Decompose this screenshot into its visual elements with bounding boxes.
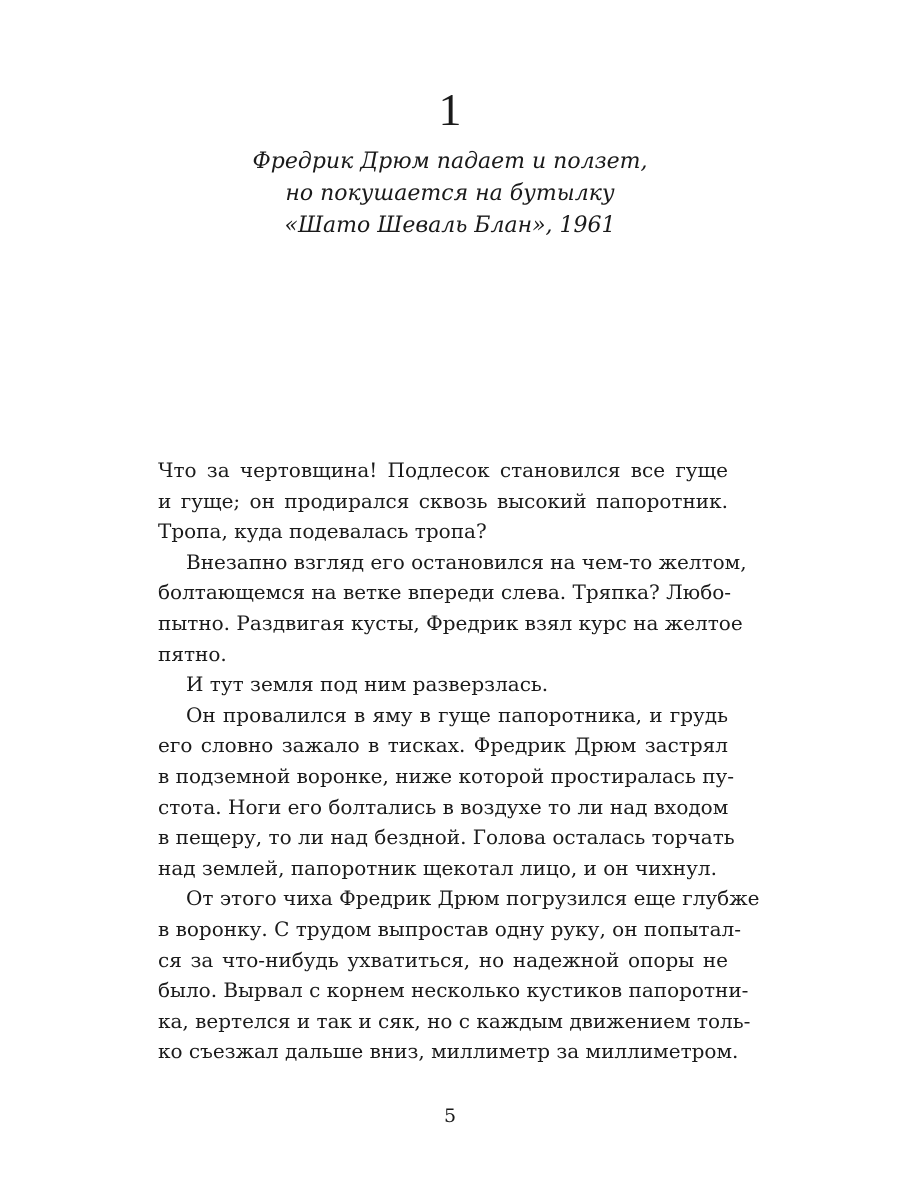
- body-line: в подземной воронке, ниже которой простиралась пу-: [158, 763, 735, 788]
- body-line: было. Вырвал с корнем несколько кустиков папоротни-: [158, 978, 749, 1003]
- body-line: пятно.: [158, 641, 227, 666]
- body-line: И тут земля под ним разверзлась.: [186, 672, 549, 697]
- body-line: пытно. Раздвигая кусты, Фредрик взял курс на желтое: [158, 610, 743, 635]
- chapter-body-text: [158, 455, 760, 1067]
- body-line: Что за чертовщина! Подлесок становился все гуще: [158, 458, 728, 482]
- epigraph-line: но покушается на бутылку: [285, 181, 615, 206]
- body-line: ся за что-нибудь ухватиться, но надежной опоры не: [158, 947, 728, 972]
- page-number: 5: [443, 1105, 457, 1127]
- body-line: и гуще; он продирался сквозь высокий папоротник.: [158, 488, 728, 513]
- body-line: стота. Ноги его болтались в воздухе то ли над входом: [158, 794, 729, 819]
- body-line: болтающемся на ветке впереди слева. Тряпка? Любо-: [158, 580, 732, 605]
- body-line: ко съезжал дальше вниз, миллиметр за миллиметром.: [158, 1039, 739, 1064]
- body-line: От этого чиха Фредрик Дрюм погрузился еще глубже: [186, 886, 760, 911]
- body-line: ка, вертелся и так и сяк, но с каждым движением толь-: [158, 1008, 751, 1033]
- chapter-epigraph: [0, 146, 900, 242]
- body-line: Он провалился в яму в гуще папоротника, и грудь: [186, 702, 728, 727]
- body-line: его словно зажало в тисках. Фредрик Дрюм застрял: [158, 733, 728, 758]
- body-line: в воронку. С трудом выпростав одну руку, он попытал-: [158, 916, 741, 941]
- epigraph-line: Фредрик Дрюм падает и ползет,: [252, 149, 648, 174]
- body-line: над землей, папоротник щекотал лицо, и он чихнул.: [158, 855, 717, 880]
- body-line: Внезапно взгляд его остановился на чем-то желтом,: [186, 549, 747, 574]
- body-line: Тропа, куда подевалась тропа?: [158, 519, 487, 544]
- epigraph-line: «Шато Шеваль Блан», 1961: [284, 213, 616, 238]
- chapter-number: 1: [438, 84, 462, 135]
- body-line: в пещеру, то ли над бездной. Голова осталась торчать: [158, 825, 735, 850]
